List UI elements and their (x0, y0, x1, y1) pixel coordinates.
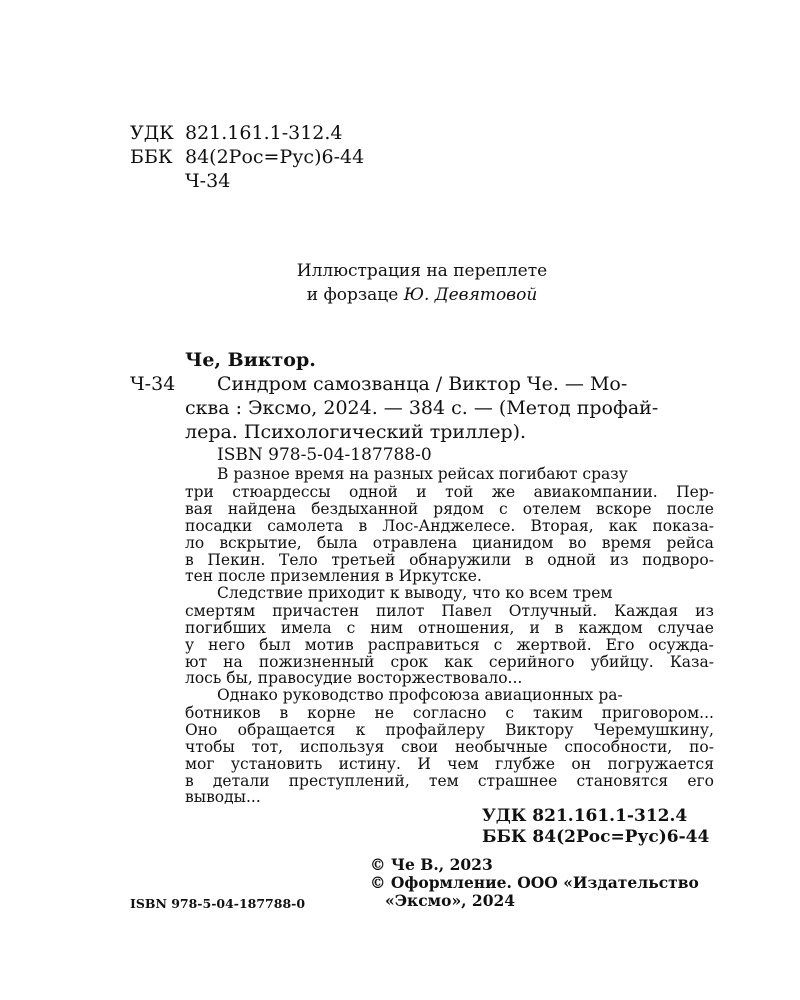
annotation-word: убийцу. (590, 653, 654, 671)
annotation-word: пилот (375, 602, 425, 620)
annotation-word: в (185, 772, 194, 790)
annotation-word: стюардессы (232, 483, 331, 501)
annotation-word: же (491, 483, 516, 501)
catalog-isbn: ISBN 978-5-04-187788-0 (217, 445, 432, 465)
annotation-word: мог (185, 755, 215, 773)
annotation-word: детали (212, 772, 270, 790)
annotation-word: вая (185, 500, 213, 518)
annotation-word: смертям (185, 602, 256, 620)
annotation-word: подворо- (642, 551, 714, 569)
catalog-description-line: сква : Эксмо, 2024. — 384 с. — (Метод профай- (185, 397, 659, 419)
annotation-word: вскрытие, (219, 534, 302, 552)
footer-isbn: ISBN 978-5-04-187788-0 (130, 896, 306, 911)
annotation-line (185, 603, 714, 620)
annotation-word: срок (390, 653, 429, 671)
annotation-word: причастен (272, 602, 360, 620)
catalog-description-line: лера. Психологический триллер). (185, 421, 527, 443)
annotation-word: него (208, 636, 246, 654)
annotation-word: серийного (488, 653, 575, 671)
annotation-word: отношения, (417, 619, 515, 637)
annotation-word: как (608, 517, 638, 535)
illustrator-name: Ю. Девятовой (403, 285, 538, 305)
bbk-value: 84(2Рос=Рус)6-44 (185, 146, 365, 168)
annotation-line: тен после приземления в Иркутске. (185, 567, 482, 585)
annotation-word: глубже (495, 755, 555, 773)
annotation-word: как (444, 653, 473, 671)
annotation-bbk: ББК 84(2Рос=Рус)6-44 (482, 827, 710, 847)
annotation-word: чтобы (185, 738, 235, 756)
annotation-word: той (445, 483, 474, 501)
annotation-word: ботников (185, 704, 261, 722)
annotation-word: третьей (331, 551, 396, 569)
annotation-word: приговором... (601, 704, 714, 722)
annotation-word: время (601, 534, 652, 552)
annotation-word: случае (657, 619, 714, 637)
annotation-word: цианидом (472, 534, 554, 552)
annotation-word: у (185, 636, 195, 654)
annotation-word: с (493, 636, 503, 654)
annotation-word: в (524, 551, 534, 569)
annotation-line (185, 722, 714, 739)
annotation-word: вскоре (595, 500, 652, 518)
annotation-word: Павел (441, 602, 492, 620)
annotation-word: необычные (454, 738, 548, 756)
annotation-word: бездыханной (311, 500, 419, 518)
annotation-word: таким (532, 704, 583, 722)
annotation-word: Его (605, 636, 635, 654)
annotation-word: найдена (227, 500, 297, 518)
annotation-word: обнаружили (409, 551, 512, 569)
annotation-word: показа- (652, 517, 714, 535)
annotation-word: ним (370, 619, 403, 637)
annotation-line (185, 535, 714, 552)
annotation-word: рейса (666, 534, 714, 552)
annotation-line: В разное время на разных рейсах погибают сразу (217, 465, 628, 483)
annotation-word: Виктору (505, 721, 574, 739)
annotation-word: Оно (185, 721, 218, 739)
annotation-word: был (259, 636, 291, 654)
annotation-word: из (695, 602, 714, 620)
annotation-word: имела (280, 619, 332, 637)
annotation-word: погибших (185, 619, 266, 637)
annotation-word: осуждa- (648, 636, 714, 654)
annotation-word: во (568, 534, 587, 552)
annotation-word: становятся (576, 772, 669, 790)
annotation-word: Пер- (676, 483, 714, 501)
annotation-line: выводы... (185, 788, 261, 806)
annotation-word: Отлучный. (508, 602, 598, 620)
annotation-word: профайлеру (385, 721, 485, 739)
annotation-word: по- (689, 738, 714, 756)
author-mark-code: Ч-34 (185, 170, 231, 192)
copyright-design: © Оформление. ООО «Издательство (370, 873, 699, 892)
annotation-word: страшнее (477, 772, 558, 790)
annotation-word: отелем (522, 500, 581, 518)
annotation-word: согласно (412, 704, 487, 722)
annotation-word: к (355, 721, 366, 739)
annotation-word: три (185, 483, 214, 501)
annotation-line (185, 739, 714, 756)
annotation-word: свои (401, 738, 439, 756)
annotation-word: в (554, 619, 564, 637)
annotation-word: после (666, 500, 714, 518)
annotation-word: с (499, 500, 508, 518)
annotation-word: одной (349, 483, 398, 501)
annotation-word: его (687, 772, 714, 790)
annotation-word: одной (547, 551, 597, 569)
annotation-line (185, 756, 714, 773)
bbk-label: ББК (130, 146, 173, 168)
illustration-credit-line-2 (0, 287, 800, 304)
annotation-word: Пекин. (207, 551, 266, 569)
annotation-word: корне (307, 704, 356, 722)
annotation-word: И (417, 755, 431, 773)
annotation-word: с (346, 619, 356, 637)
annotation-line: лось бы, правосудие восторжествовало... (185, 669, 523, 687)
annotation-word: преступлений, (288, 772, 410, 790)
annotation-word: способности, (564, 738, 673, 756)
annotation-word: Черемушкину, (593, 721, 714, 739)
annotation-word: с (505, 704, 515, 722)
annotation-word: он (571, 755, 592, 773)
annotation-word: погружается (607, 755, 714, 773)
catalog-author-heading: Че, Виктор. (185, 349, 316, 371)
annotation-line (185, 484, 714, 501)
annotation-word: используя (299, 738, 385, 756)
annotation-word: Тело (278, 551, 318, 569)
annotation-word: была (316, 534, 358, 552)
annotation-word: Каза- (669, 653, 714, 671)
annotation-word: пожизненный (258, 653, 375, 671)
annotation-word: в (185, 551, 194, 569)
annotation-word: чем (447, 755, 479, 773)
annotation-word: обращается (237, 721, 336, 739)
annotation-word: самолета (267, 517, 344, 535)
annotation-word: тот, (251, 738, 284, 756)
annotation-word: и (416, 483, 427, 501)
annotation-word: не (374, 704, 395, 722)
annotation-word: Каждая (614, 602, 679, 620)
annotation-word: ют (185, 653, 208, 671)
annotation-udk: УДК 821.161.1-312.4 (482, 806, 688, 826)
annotation-word: рядом (433, 500, 484, 518)
annotation-word: в (358, 517, 368, 535)
annotation-word: истину. (338, 755, 401, 773)
illustration-credit-line-1: Иллюстрация на переплете (296, 261, 548, 281)
annotation-line (185, 501, 714, 518)
annotation-word: мотив (304, 636, 354, 654)
copyright-author: © Че В., 2023 (370, 855, 493, 874)
annotation-line (185, 705, 714, 722)
annotation-line (185, 773, 714, 790)
annotation-word: из (609, 551, 629, 569)
udk-value: 821.161.1-312.4 (185, 122, 343, 144)
illustration-credit-prefix: и форзаце (306, 285, 404, 305)
annotation-word: расправиться (367, 636, 480, 654)
annotation-word: Лос-Анджелесе. (382, 517, 516, 535)
copyright-design-continued: «Эксмо», 2024 (385, 891, 516, 910)
annotation-word: Вторая, (530, 517, 594, 535)
annotation-line (185, 620, 714, 637)
annotation-word: каждом (578, 619, 643, 637)
annotation-word: посадки (185, 517, 253, 535)
annotation-word: и (529, 619, 540, 637)
annotation-word: тем (428, 772, 459, 790)
udk-label: УДК (130, 122, 174, 144)
annotation-line (185, 637, 714, 654)
annotation-word: авиакомпании. (533, 483, 658, 501)
annotation-line: Однако руководство профсоюза авиационных ра- (217, 686, 623, 704)
annotation-word: жертвой. (516, 636, 592, 654)
annotation-word: установить (230, 755, 323, 773)
catalog-description-line: Синдром самозванца / Виктор Че. — Мо- (217, 373, 628, 395)
catalog-author-mark: Ч-34 (130, 373, 176, 395)
annotation-line: Следствие приходит к выводу, что ко всем трем (217, 584, 613, 602)
annotation-word: ло (185, 534, 205, 552)
annotation-word: отравлена (372, 534, 458, 552)
annotation-line (185, 518, 714, 535)
annotation-word: на (223, 653, 243, 671)
annotation-word: в (279, 704, 289, 722)
